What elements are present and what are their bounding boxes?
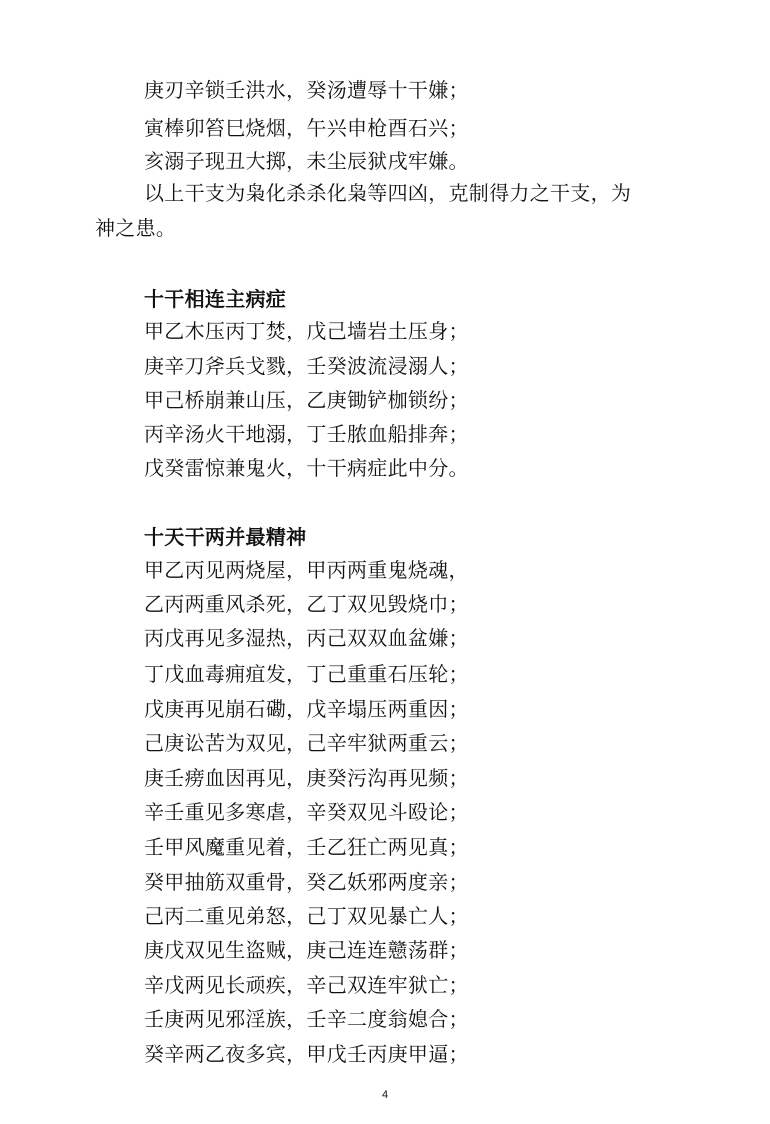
verse-line: 辛戊两见长顽疾，辛己双连牢狱亡；: [144, 973, 469, 997]
verse-line: 庚壬痨血因再见，庚癸污沟再见频；: [144, 766, 469, 790]
verse-line: 己庚讼苦为双见，己辛牢狱两重云；: [144, 731, 469, 755]
verse-line: 甲乙木压丙丁焚，戊己墙岩土压身；: [144, 319, 469, 343]
verse-line: 癸辛两乙夜多宾，甲戊壬丙庚甲逼；: [144, 1042, 469, 1066]
verse-line: 癸甲抽筋双重骨，癸乙妖邪两度亲；: [144, 870, 469, 894]
verse-line: 庚辛刀斧兵戈戮，壬癸波流浸溺人；: [144, 354, 469, 378]
verse-line: 甲己桥崩兼山压，乙庚锄铲枷锁纷；: [144, 388, 469, 412]
verse-line: 乙丙两重风杀死，乙丁双见毁烧巾；: [144, 592, 469, 616]
verse-line: 戊庚再见崩石磡，戊辛塌压两重因；: [144, 697, 469, 721]
verse-line: 丁戊血毒痈疽发，丁己重重石压轮；: [144, 662, 469, 686]
verse-line: 寅棒卯笞巳烧烟，午兴申枪酉石兴；: [144, 116, 469, 140]
verse-line: 庚戊双见生盗贼，庚己连连戆荡群；: [144, 938, 469, 962]
verse-line: 亥溺子现丑大掷，未尘辰狱戌牢嫌。: [144, 149, 469, 173]
section-heading: 十干相连主病症: [144, 287, 287, 311]
verse-line: 甲乙丙见两烧屋，甲丙两重鬼烧魂，: [144, 558, 469, 582]
verse-line: 庚刃辛锁壬洪水，癸汤遭辱十干嫌；: [144, 78, 469, 102]
verse-line: 辛壬重见多寒虐，辛癸双见斗殴论；: [144, 800, 469, 824]
section-heading: 十天干两并最精神: [144, 525, 307, 549]
page-number: 4: [381, 1089, 389, 1101]
verse-line: 戊癸雷惊兼鬼火，十干病症此中分。: [144, 456, 469, 480]
verse-line: 丙戊再见多湿热，丙己双双血盆嫌；: [144, 626, 469, 650]
verse-line: 丙辛汤火干地溺，丁壬脓血船排奔；: [144, 422, 469, 446]
paragraph-line: 神之患。: [95, 216, 177, 240]
verse-line: 壬甲风魔重见着，壬乙狂亡两见真；: [144, 835, 469, 859]
paragraph-line: 以上干支为枭化杀杀化枭等四凶，克制得力之干支，为: [144, 181, 632, 205]
verse-line: 壬庚两见邪淫族，壬辛二度翁媳合；: [144, 1007, 469, 1031]
verse-line: 己丙二重见弟怒，己丁双见暴亡人；: [144, 904, 469, 928]
